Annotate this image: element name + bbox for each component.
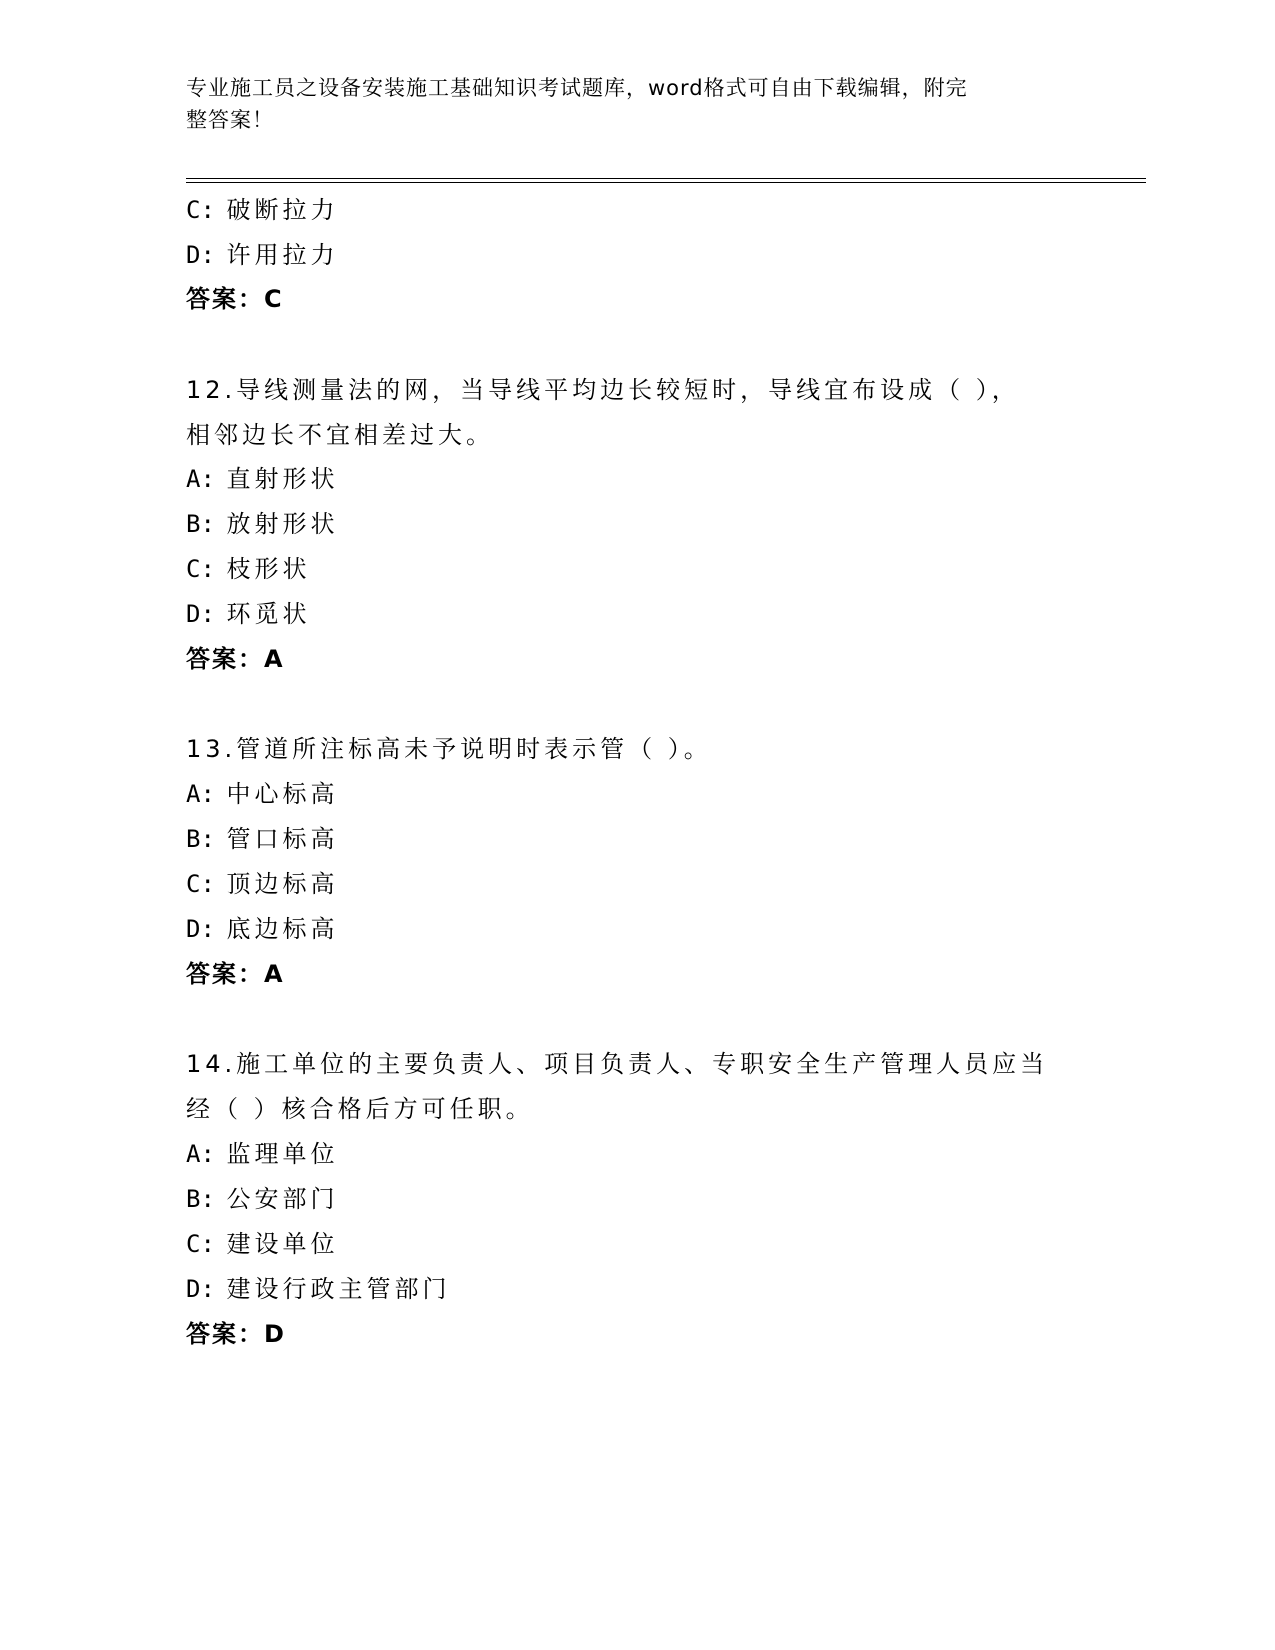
header-divider-bottom xyxy=(186,182,1146,183)
option-c: C: 顶边标高 xyxy=(186,870,339,898)
option-a: A: 中心标高 xyxy=(186,780,339,808)
answer: 答案：D xyxy=(186,1320,286,1348)
header-line-1: 专业施工员之设备安装施工基础知识考试题库，word格式可自由下载编辑，附完 xyxy=(186,76,968,100)
question-14-text: 14.施工单位的主要负责人、项目负责人、专职安全生产管理人员应当 xyxy=(186,1050,1049,1078)
option-c: C: 枝形状 xyxy=(186,555,311,583)
question-13-text: 13.管道所注标高未予说明时表示管（ ）。 xyxy=(186,735,712,763)
option-b: B: 放射形状 xyxy=(186,510,339,538)
header-line-2: 整答案！ xyxy=(186,108,274,132)
answer: 答案：C xyxy=(186,285,284,313)
option-a: A: 直射形状 xyxy=(186,465,339,493)
option-c: C: 破断拉力 xyxy=(186,196,339,224)
option-d: D: 底边标高 xyxy=(186,915,339,943)
answer: 答案：A xyxy=(186,960,285,988)
option-d: D: 许用拉力 xyxy=(186,241,339,269)
answer: 答案：A xyxy=(186,645,285,673)
document-header xyxy=(186,72,1066,136)
header-divider-top xyxy=(186,178,1146,179)
option-b: B: 管口标高 xyxy=(186,825,339,853)
question-12-text: 12.导线测量法的网，当导线平均边长较短时，导线宜布设成（ ）， xyxy=(186,376,1020,404)
option-c: C: 建设单位 xyxy=(186,1230,339,1258)
option-a: A: 监理单位 xyxy=(186,1140,339,1168)
option-d: D: 环觅状 xyxy=(186,600,311,628)
question-14-text-cont: 经（ ）核合格后方可任职。 xyxy=(186,1095,534,1123)
option-b: B: 公安部门 xyxy=(186,1185,339,1213)
question-12-text-cont: 相邻边长不宜相差过大。 xyxy=(186,421,494,449)
option-d: D: 建设行政主管部门 xyxy=(186,1275,451,1303)
